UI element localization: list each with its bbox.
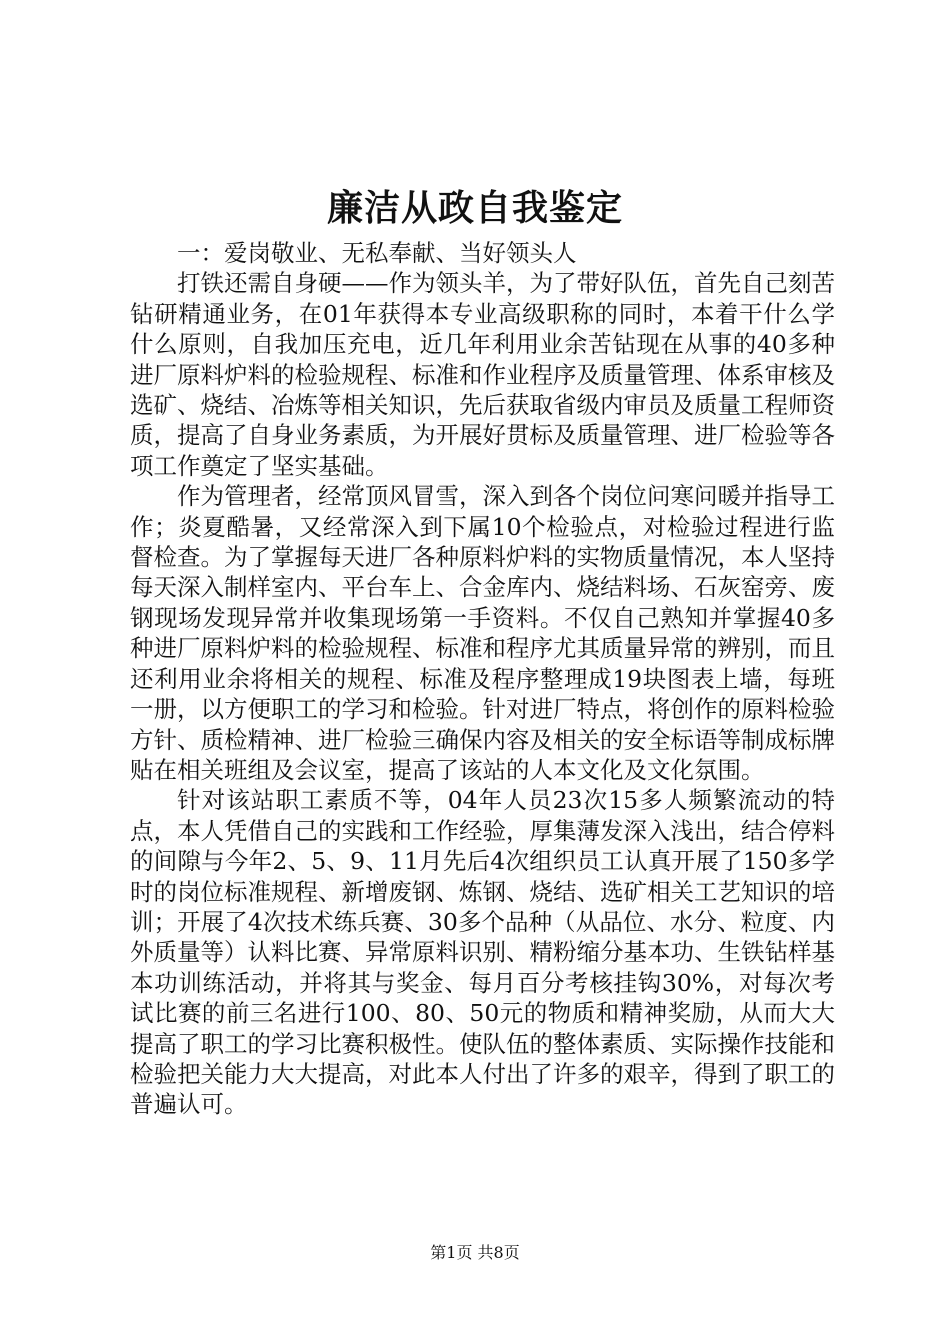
paragraph-1: 打铁还需自身硬——作为领头羊，为了带好队伍，首先自己刻苦钻研精通业务，在01年获得本专业高级职称的同时，本着干什么学什么原则，自我加压充电，近几年利用业余苦钻现在从事的40多种进厂原料炉料的检验规程、标准和作业程序及质量管理、体系审核及选矿、烧结、冶炼等相关知识，先后获取省级内审员及质量工程师资质，提高了自身业务素质，为开展好贯标及质量管理、进厂检验等各项工作奠定了坚实基础。: [130, 269, 835, 480]
paragraph-3: 针对该站职工素质不等，04年人员23次15多人频繁流动的特点，本人凭借自己的实践和工作经验，厚集薄发深入浅出，结合停料的间隙与今年2、5、9、11月先后4次组织员工认真开展了150多学时的岗位标准规程、新增废钢、炼钢、烧结、选矿相关工艺知识的培训；开展了4次技术练兵赛、30多个品种（从品位、水分、粒度、内外质量等）认料比赛、异常原料识别、精粉缩分基本功、生铁钻样基本功训练活动，并将其与奖金、每月百分考核挂钩30%，对每次考试比赛的前三名进行100、80、50元的物质和精神奖励，从而大大提高了职工的学习比赛积极性。使队伍的整体素质、实际操作技能和检验把关能力大大提高，对此本人付出了许多的艰辛，得到了职工的普遍认可。: [130, 786, 835, 1119]
paragraph-2: 作为管理者，经常顶风冒雪，深入到各个岗位问寒问暖并指导工作；炎夏酷暑，又经常深入到下属10个检验点，对检验过程进行监督检查。为了掌握每天进厂各种原料炉料的实物质量情况，本人坚持每天深入制样室内、平台车上、合金库内、烧结料场、石灰窑旁、废钢现场发现异常并收集现场第一手资料。不仅自己熟知并掌握40多种进厂原料炉料的检验规程、标准和程序尤其质量异常的辨别，而且还利用业余将相关的规程、标准及程序整理成19块图表上墙，每班一册，以方便职工的学习和检验。针对进厂特点，将创作的原料检验方针、质检精神、进厂检验三确保内容及相关的安全标语等制成标牌贴在相关班组及会议室，提高了该站的人本文化及文化氛围。: [130, 482, 835, 784]
document-body: [130, 238, 835, 1120]
section-heading: 一：爱岗敬业、无私奉献、当好领头人: [177, 239, 577, 267]
page-number-footer: 第1页 共8页: [430, 1243, 520, 1262]
document-title: 廉洁从政自我鉴定: [326, 187, 623, 229]
